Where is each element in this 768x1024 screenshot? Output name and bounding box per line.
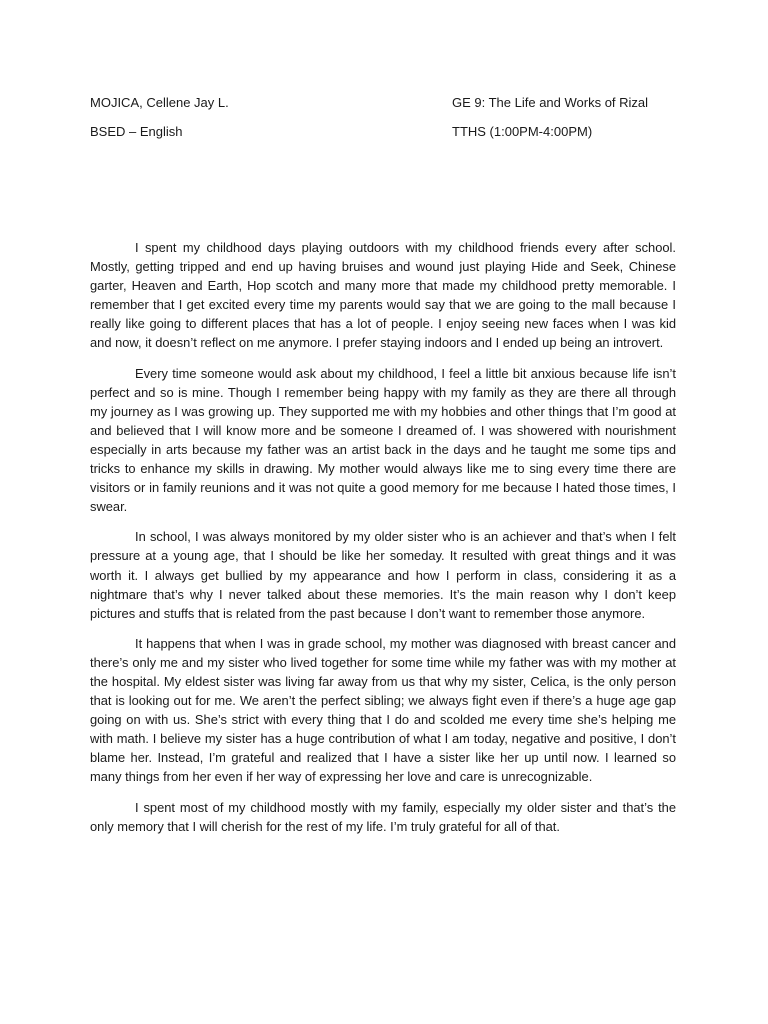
essay-paragraph-1: I spent my childhood days playing outdoors with my childhood friends every after school. Mostly, getting tripped and end up having bruises and wound just playing Hide and Seek, Chinese garter, Heaven and Earth, Hop scotch and many more that made my childhood pretty memorable. I remember that I get excited every time my parents would say that we are going to the mall because I really like going to different places that has a lot of people. I enjoy seeing new faces when I was kid and now, it doesn’t reflect on me anymore. I prefer staying indoors and I ended up being an introvert. xyxy=(90,240,676,351)
essay-paragraph-4: It happens that when I was in grade school, my mother was diagnosed with breast cancer and there’s only me and my sister who lived together for some time while my father was with my mother at the hospital. My eldest sister was living far away from us that why my sister, Celica, is the only person that is looking out for me. We aren’t the perfect sibling; we always fight even if there’s a huge age gap going on with us. She’s strict with every thing that I do and scolded me every time she’s helping me with math. I believe my sister has a huge contribution of what I am today, negative and positive, I don’t blame her. Instead, I’m grateful and realized that I have a sister like her up until now. I learned so many things from her even if her way of expressing her love and care is unrecognizable. xyxy=(90,635,676,785)
essay-paragraph-3: In school, I was always monitored by my older sister who is an achiever and that’s when I felt pressure at a young age, that I should be like her someday. It resulted with great things and it was worth it. I always get bullied by my appearance and how I perform in class, considering it as a nightmare that’s why I never talked about these memories. It’s the main reason why I don’t keep pictures and stuffs that is related from the past because I don’t want to remember those anymore. xyxy=(90,529,676,621)
essay-paragraph-2: Every time someone would ask about my childhood, I feel a little bit anxious because life isn’t perfect and so is mine. Though I remember being happy with my family as they are there all through my journey as I was growing up. They supported me with my hobbies and other things that I’m good at and believed that I will know more and be someone I dreamed of. I was showered with nourishment especially in arts because my father was an artist back in the days and he taught me some tips and tricks to enhance my skills in drawing. My mother would always like me to sing every time there are visitors or in family reunions and it was not quite a good memory for me because I hated those times, I swear. xyxy=(90,365,676,515)
student-program: BSED – English xyxy=(90,124,183,139)
class-schedule: TTHS (1:00PM-4:00PM) xyxy=(452,124,593,139)
course-subject: GE 9: The Life and Works of Rizal xyxy=(452,95,649,110)
essay-body xyxy=(90,238,676,847)
student-name: MOJICA, Cellene Jay L. xyxy=(90,95,229,110)
essay-paragraph-5: I spent most of my childhood mostly with my family, especially my older sister and that’s the only memory that I will cherish for the rest of my life. I’m truly grateful for all of that. xyxy=(90,799,676,834)
